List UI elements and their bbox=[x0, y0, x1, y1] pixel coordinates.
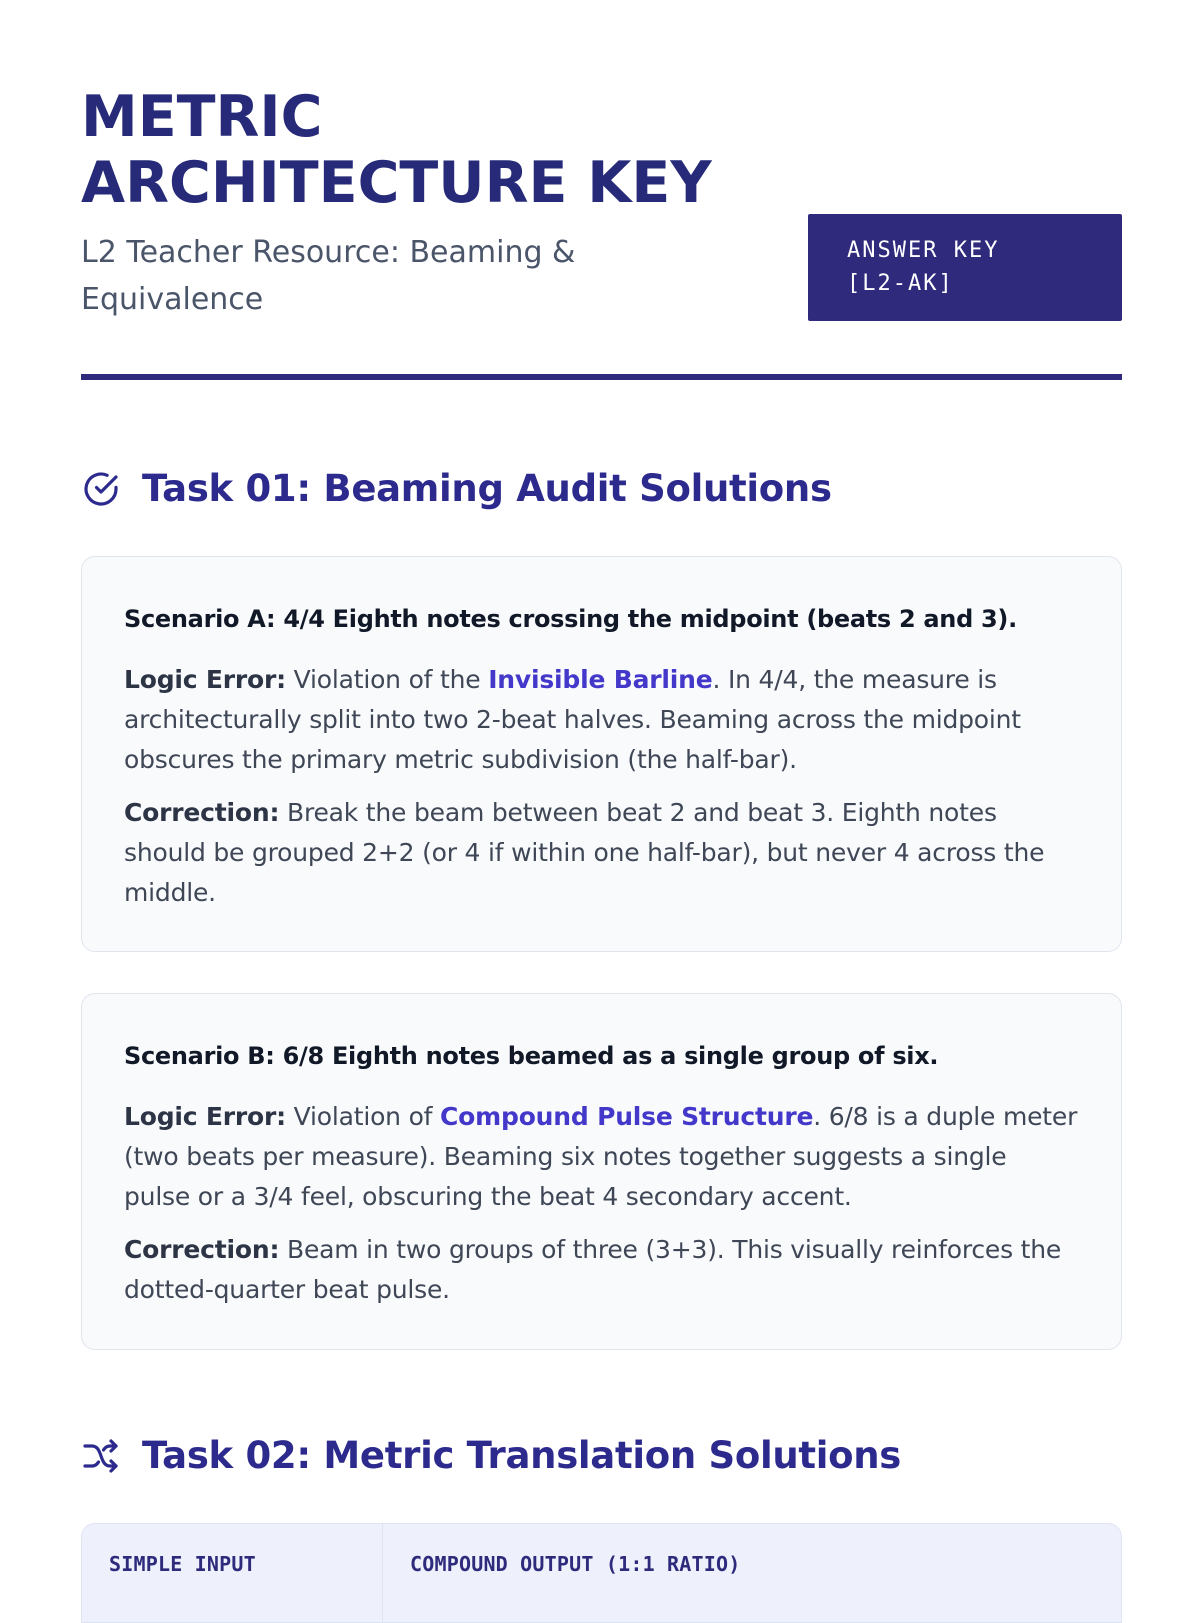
logic-error-text-post: . 6/8 is a duple meter (two beats per measure). Beaming six notes together suggests a single pulse or a 3/4 feel, obscuring the beat 4 secondary accent. bbox=[124, 1102, 1078, 1211]
task-01-heading bbox=[81, 467, 832, 511]
logic-error-label: Logic Error: bbox=[124, 1102, 286, 1131]
logic-error-term: Compound Pulse Structure bbox=[440, 1102, 814, 1131]
logic-error-text-pre: Violation of the bbox=[285, 665, 489, 694]
correction-text: Break the beam between beat 2 and beat 3. Eighth notes should be grouped 2+2 (or 4 if within one half-bar), but never 4 across the middle. bbox=[124, 798, 1045, 907]
logic-error-text-post: . In 4/4, the measure is architecturally split into two 2-beat halves. Beaming across the midpoint obscures the primary metric subdivision (the half-bar). bbox=[124, 665, 1021, 774]
badge-label: ANSWER KEY bbox=[847, 238, 1000, 263]
scenario-a-correction bbox=[124, 793, 1079, 913]
header-divider bbox=[81, 374, 1122, 380]
scenario-b-logic-error bbox=[124, 1097, 1079, 1217]
scenario-a-logic-error bbox=[124, 660, 1079, 780]
scenario-b-correction bbox=[124, 1230, 1079, 1310]
answer-key-badge bbox=[808, 214, 1122, 321]
check-circle-icon bbox=[81, 469, 121, 509]
logic-error-term: Invisible Barline bbox=[488, 665, 713, 694]
scenario-a-title: Scenario A: 4/4 Eighth notes crossing the midpoint (beats 2 and 3). bbox=[124, 605, 1017, 633]
logic-error-label: Logic Error: bbox=[124, 665, 286, 694]
shuffle-icon bbox=[81, 1436, 121, 1476]
translation-table bbox=[81, 1523, 1122, 1623]
task-02-heading bbox=[81, 1434, 901, 1478]
table-header-compound-output: COMPOUND OUTPUT (1:1 RATIO) bbox=[382, 1524, 1121, 1622]
correction-text: Beam in two groups of three (3+3). This visually reinforces the dotted-quarter beat pulse. bbox=[124, 1235, 1062, 1304]
table-header-simple-input: SIMPLE INPUT bbox=[109, 1552, 256, 1576]
correction-label: Correction: bbox=[124, 798, 280, 827]
page-title bbox=[81, 84, 712, 216]
title-line-1: METRIC bbox=[81, 84, 323, 150]
logic-error-text-pre: Violation of bbox=[285, 1102, 441, 1131]
scenario-b-title: Scenario B: 6/8 Eighth notes beamed as a single group of six. bbox=[124, 1042, 939, 1070]
task-02-title: Task 02: Metric Translation Solutions bbox=[142, 1434, 902, 1477]
title-line-2: ARCHITECTURE KEY bbox=[81, 150, 712, 216]
scenario-card-b bbox=[81, 993, 1122, 1350]
task-01-title: Task 01: Beaming Audit Solutions bbox=[142, 467, 832, 510]
scenario-card-a bbox=[81, 556, 1122, 952]
page-subtitle: L2 Teacher Resource: Beaming & Equivalence bbox=[81, 235, 576, 317]
badge-code: [L2-AK] bbox=[847, 271, 954, 296]
correction-label: Correction: bbox=[124, 1235, 280, 1264]
